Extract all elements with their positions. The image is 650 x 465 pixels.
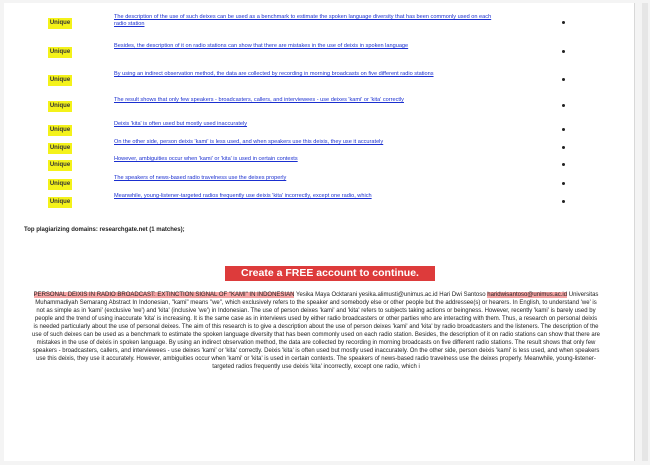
bullet-icon [562, 200, 565, 203]
unique-badge: Unique [48, 18, 72, 29]
top-domains-summary: Top plagiarizing domains: researchgate.net (1 matches); [24, 227, 185, 233]
bullet-icon [562, 163, 565, 166]
result-sentence-link[interactable]: The speakers of news-based radio travelness use the deixes properly [114, 175, 287, 181]
result-row [4, 43, 614, 67]
unique-badge: Unique [48, 125, 72, 136]
result-sentence-link[interactable]: Besides, the description of it on radio stations can show that there are mistakes in the use of deixis in spoken language [114, 43, 409, 49]
unique-badge: Unique [48, 160, 72, 171]
result-row [4, 193, 614, 217]
result-row [4, 71, 614, 95]
result-sentence-link[interactable]: The description of the use of such deixes can be used as a benchmark to estimate the spoken language diversity that has been commonly used on each radio station [114, 14, 492, 27]
bullet-icon [562, 182, 565, 185]
create-account-button[interactable]: Create a FREE account to continue. [225, 266, 435, 281]
bullet-icon [562, 78, 565, 81]
document-body: Universitas Muhammadiyah Semarang Abstract In Indonesian, "kami" means "we", which exclusively refers to the speaker and somebody else or other people but the addressee(s) or hearers. In English, to understand 'we' is not as simple as in 'kami' (exclusive 'we') and 'kita' (inclusive 'we') in Indonesian. The use of person deixes 'kami' and 'kita' refers to subjects taking actions or beingness. However, recently 'kami' is barely used by people and the trend of using inaccurate 'kita' is increasing. It is the same case as in interviews used by either radio broadcasters or other parties who are interacting with them. Thus, a research on personal deixis is needed particularly about the use of personal deixes. The aim of this research is to give a description about the use of person deixes 'kami' and 'kita' by radio broadcasters and the listeners. The description of the use of such deixes can be used as a benchmark to estimate the spoken language diversity that has been commonly used on each radio station. Besides, the description of it on radio stations can show that there are mistakes in the use of deixis in spoken language. By using an indirect observation method, the data are collected by recording in morning broadcasts on five different radio stations. The result shows that only few speakers - broadcasters, callers, and interviewees - use deixes 'kami' or 'kita' correctly. Deixis 'kita' is often used but mostly used inaccurately. On the other side, person deixis 'kami' is less used, and when speakers use this deixis, they use it accurately. However, ambiguities occur when 'kami' or 'kita' is used in certain contexts. The speakers of news-based radio travelness use the deixes properly. Meanwhile, young-listener-targeted radios frequently use deixis 'kita' incorrectly, except one radio, which i [32, 292, 601, 370]
result-sentence-link[interactable]: On the other side, person deixis 'kami' is less used, and when speakers use this deixis, they use it accurately [114, 139, 384, 145]
result-sentence-link[interactable]: Deixis 'kita' is often used but mostly used inaccurately [114, 121, 248, 127]
unique-badge: Unique [48, 197, 72, 208]
result-sentence-link[interactable]: However, ambiguities occur when 'kami' or 'kita' is used in certain contexts [114, 156, 298, 162]
unique-badge: Unique [48, 179, 72, 190]
result-sentence-link[interactable]: The result shows that only few speakers - broadcasters, callers, and interviewees - use deixes 'kami' or 'kita' correctly [114, 97, 404, 103]
bullet-icon [562, 128, 565, 131]
result-sentence-link[interactable]: By using an indirect observation method, the data are collected by recording in morning broadcasts on five different radio stations [114, 71, 434, 77]
bullet-icon [562, 50, 565, 53]
report-page [4, 3, 635, 461]
scrollbar[interactable] [642, 3, 648, 461]
result-row [4, 97, 614, 121]
bullet-icon [562, 21, 565, 24]
document-authors: Yesika Maya Ocktarani yesika.alimusti@unimus.ac.id Hari Dwi Santoso [294, 292, 488, 298]
unique-badge: Unique [48, 101, 72, 112]
document-email: haridwisantoso@unimus.ac.id [487, 292, 568, 298]
result-row [4, 14, 614, 38]
document-text [32, 291, 600, 371]
unique-badge: Unique [48, 75, 72, 86]
unique-badge: Unique [48, 143, 72, 154]
result-sentence-link[interactable]: Meanwhile, young-listener-targeted radios frequently use deixis 'kita' incorrectly, except one radio, which [114, 193, 372, 199]
bullet-icon [562, 104, 565, 107]
unique-badge: Unique [48, 47, 72, 58]
bullet-icon [562, 146, 565, 149]
document-title: PERSONAL DEIXIS IN RADIO BROADCAST: EXTINCTION SIGNAL OF "KAMI" IN INDONESIAN [33, 292, 295, 298]
